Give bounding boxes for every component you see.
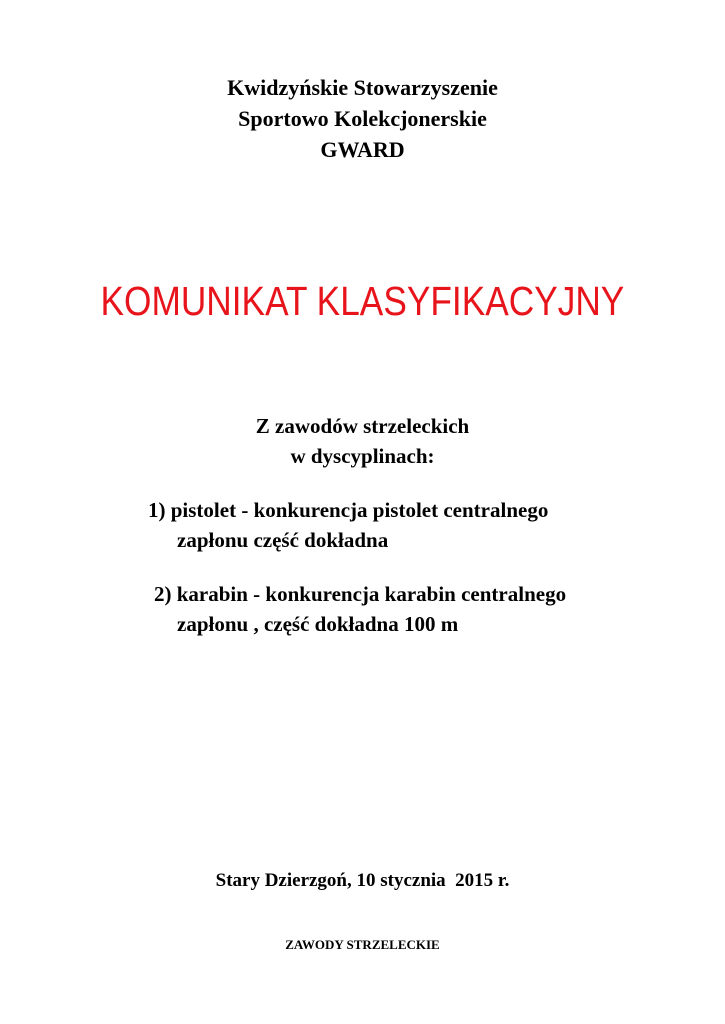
intro-line-1: Z zawodów strzeleckich: [255, 414, 470, 438]
place-and-date: Stary Dzierzgoń, 10 stycznia 2015 r.: [215, 870, 510, 891]
footer-caption: ZAWODY STRZELECKIE: [285, 937, 440, 952]
document-title: KOMUNIKAT KLASYFIKACYJNY: [100, 278, 625, 324]
discipline-rifle-line-1: 2) karabin - konkurencja karabin centralnego: [154, 582, 567, 606]
discipline-pistol-line-2: zapłonu część dokładna: [177, 528, 389, 552]
discipline-item-rifle: [154, 579, 566, 639]
organization-name: [0, 72, 725, 165]
intro-text: [0, 411, 725, 471]
organization-line-2: Sportowo Kolekcjonerskie: [238, 106, 487, 131]
discipline-pistol-line-1: 1) pistolet - konkurencja pistolet centralnego: [148, 498, 549, 522]
intro-line-2: w dyscyplinach:: [290, 444, 435, 468]
discipline-item-pistol: [148, 495, 548, 555]
discipline-rifle-line-2: zapłonu , część dokładna 100 m: [177, 612, 459, 636]
organization-line-3: GWARD: [320, 137, 405, 162]
organization-line-1: Kwidzyńskie Stowarzyszenie: [227, 75, 498, 100]
